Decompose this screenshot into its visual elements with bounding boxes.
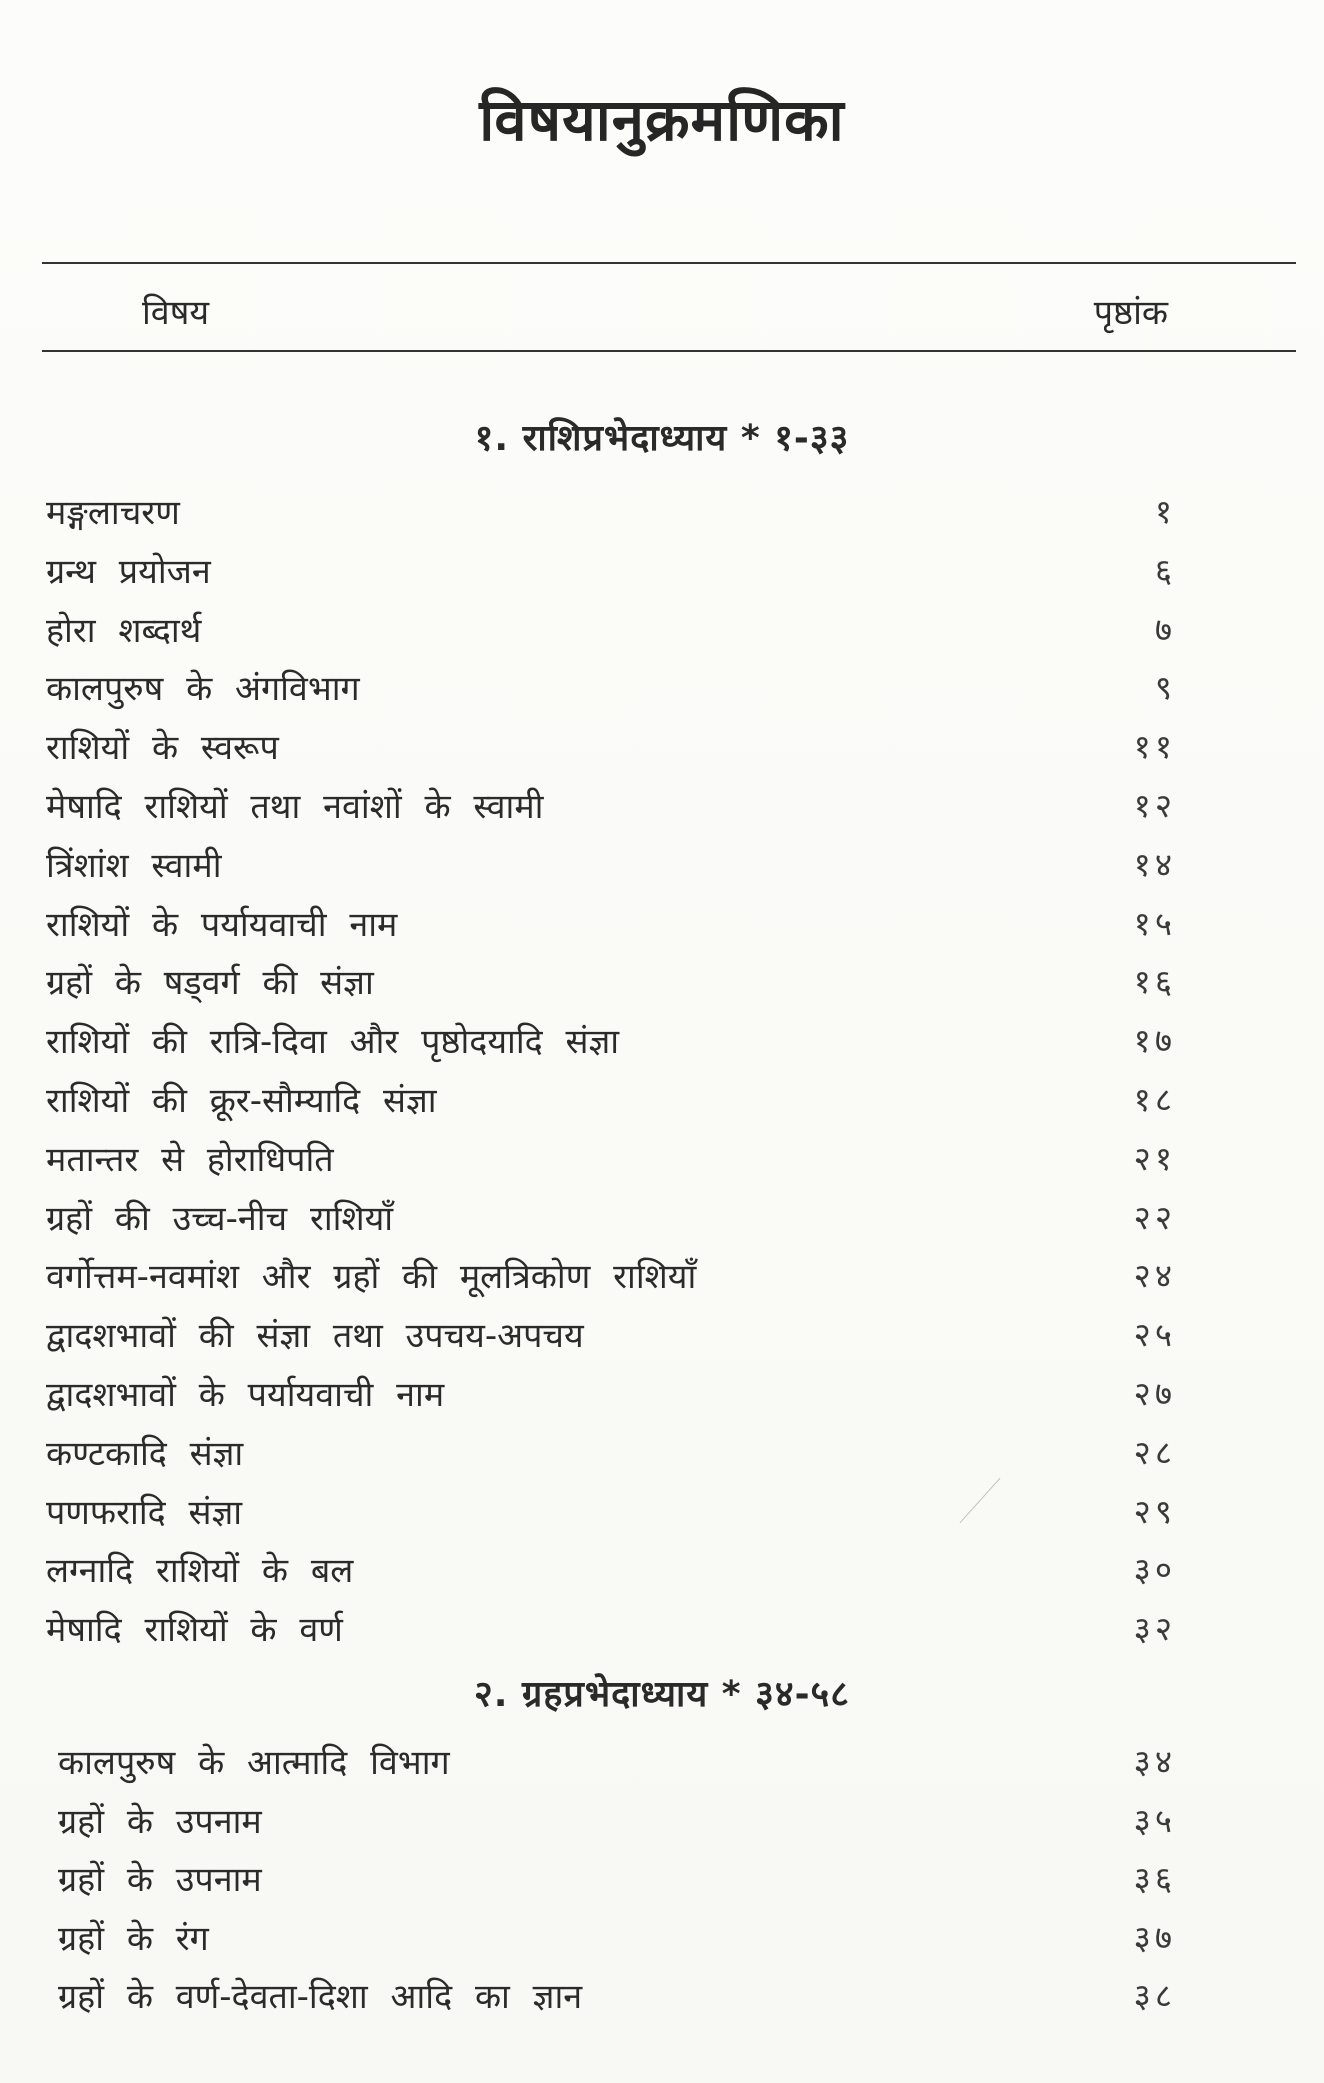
toc-topic: राशियों के पर्यायवाची नाम (46, 904, 398, 945)
toc-topic: मङ्गलाचरण (46, 493, 180, 533)
toc-row (0, 958, 1324, 1017)
header-bottom-rule (42, 350, 1296, 352)
chapter-heading-1: १. राशिप्रभेदाध्याय * १-३३ (474, 418, 850, 459)
toc-row (0, 1311, 1324, 1370)
toc-page-number: २७ (1133, 1373, 1176, 1413)
toc-page-number: ११ (1133, 727, 1176, 767)
toc-row (0, 723, 1324, 782)
column-header-topic: विषय (142, 293, 210, 333)
toc-row (0, 1605, 1324, 1664)
toc-row (0, 1017, 1324, 1076)
toc-topic: द्वादशभावों की संज्ञा तथा उपचय-अपचय (46, 1316, 584, 1357)
toc-row (0, 1855, 1324, 1914)
toc-page-number: १२ (1133, 785, 1176, 825)
toc-topic: ग्रहों के उपनाम (58, 1801, 262, 1842)
toc-row (0, 1252, 1324, 1311)
toc-row (0, 841, 1324, 900)
toc-page-number: २२ (1133, 1197, 1176, 1237)
toc-row (0, 664, 1324, 723)
toc-page-number: १ (1154, 492, 1176, 531)
toc-topic: कालपुरुष के आत्मादि विभाग (58, 1743, 450, 1783)
toc-topic: ग्रन्थ प्रयोजन (46, 551, 211, 592)
toc-topic: कालपुरुष के अंगविभाग (46, 669, 360, 710)
chapter-2-entries (0, 1738, 1324, 2031)
toc-topic: ग्रहों के रंग (58, 1918, 209, 1959)
toc-topic: लग्नादि राशियों के बल (46, 1551, 354, 1592)
chapter-1-entries (0, 488, 1324, 1664)
toc-topic: मतान्तर से होराधिपति (46, 1139, 334, 1180)
toc-topic: होरा शब्दार्थ (46, 610, 202, 651)
toc-row (0, 1914, 1324, 1973)
toc-page-number: २९ (1133, 1491, 1176, 1531)
toc-page-number: ३४ (1133, 1742, 1176, 1781)
toc-topic: राशियों के स्वरूप (46, 728, 279, 769)
toc-page-number: १४ (1133, 844, 1176, 884)
toc-topic: ग्रहों के वर्ण-देवता-दिशा आदि का ज्ञान (58, 1977, 583, 2017)
toc-row (0, 1194, 1324, 1253)
toc-page-number: ७ (1154, 609, 1176, 649)
toc-page-number: ३८ (1133, 1976, 1176, 2015)
toc-page-number: १६ (1133, 962, 1176, 1002)
toc-topic: मेषादि राशियों के वर्ण (46, 1610, 343, 1651)
toc-row (0, 1076, 1324, 1135)
toc-page-number: ३५ (1133, 1800, 1176, 1840)
column-header-page: पृष्ठांक (1093, 293, 1168, 333)
toc-topic: राशियों की क्रूर-सौम्यादि संज्ञा (46, 1080, 437, 1121)
toc-page-number: ३६ (1133, 1859, 1176, 1898)
toc-page-number: २८ (1133, 1432, 1176, 1472)
toc-topic: ग्रहों की उच्च-नीच राशियाँ (46, 1198, 394, 1239)
toc-page-number: २५ (1133, 1315, 1176, 1355)
toc-topic: ग्रहों के षड्वर्ग की संज्ञा (46, 963, 374, 1004)
header-top-rule (42, 262, 1296, 264)
toc-row (0, 1429, 1324, 1488)
toc-page-number: १५ (1133, 903, 1176, 943)
toc-row (0, 488, 1324, 547)
toc-row (0, 1488, 1324, 1547)
toc-row (0, 547, 1324, 606)
toc-page-number: ३७ (1133, 1917, 1176, 1957)
toc-page-number: ६ (1154, 550, 1176, 590)
toc-row (0, 782, 1324, 841)
toc-row (0, 1797, 1324, 1856)
toc-row (0, 1370, 1324, 1429)
toc-row (0, 900, 1324, 959)
toc-topic: त्रिंशांश स्वामी (46, 845, 222, 886)
toc-topic: वर्गोत्तम-नवमांश और ग्रहों की मूलत्रिकोण राशियाँ (46, 1257, 697, 1298)
toc-page-number: ९ (1154, 668, 1176, 708)
toc-topic: कण्टकादि संज्ञा (46, 1433, 244, 1474)
chapter-heading-2: २. ग्रहप्रभेदाध्याय * ३४-५८ (474, 1674, 850, 1715)
toc-topic: राशियों की रात्रि-दिवा और पृष्ठोदयादि संज्ञा (46, 1022, 620, 1063)
toc-page-number: २१ (1133, 1138, 1176, 1178)
toc-topic: ग्रहों के उपनाम (58, 1860, 262, 1900)
toc-page-number: ३२ (1133, 1609, 1176, 1649)
toc-row (0, 1972, 1324, 2031)
toc-page-number: १७ (1133, 1021, 1176, 1061)
toc-topic: पणफरादि संज्ञा (46, 1492, 243, 1533)
toc-row (0, 1135, 1324, 1194)
toc-page-number: ३० (1133, 1550, 1176, 1590)
toc-topic: द्वादशभावों के पर्यायवाची नाम (46, 1374, 445, 1415)
toc-row (0, 1546, 1324, 1605)
toc-page-number: १८ (1133, 1079, 1176, 1119)
toc-topic: मेषादि राशियों तथा नवांशों के स्वामी (46, 786, 544, 827)
toc-page-number: २४ (1133, 1256, 1176, 1296)
page-title: विषयानुक्रमणिका (479, 86, 845, 154)
toc-row (0, 1738, 1324, 1797)
toc-row (0, 606, 1324, 665)
